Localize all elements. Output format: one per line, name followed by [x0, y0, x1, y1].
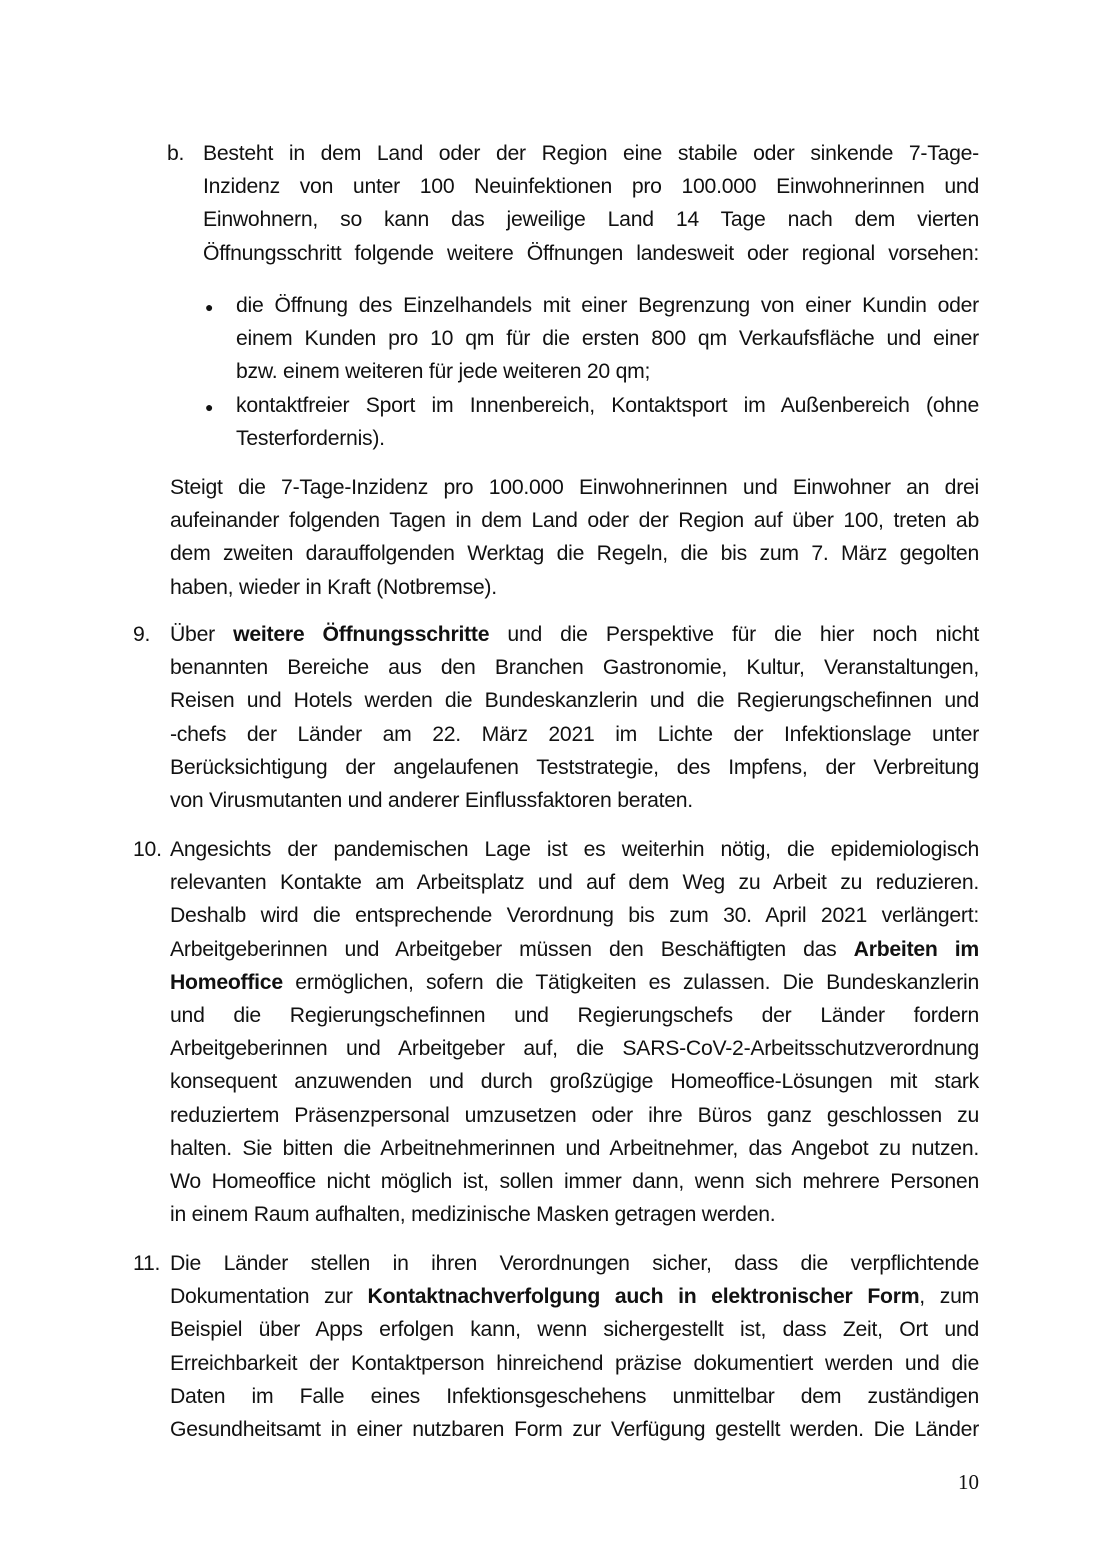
text-line: die Öffnung des Einzelhandels mit einer Begrenzung von einer Kundin oder: [236, 294, 979, 317]
bold-phrase: Kontaktnachverfolgung auch in elektronischer Form: [367, 1285, 920, 1309]
text-line: Die Länder stellen in ihren Verordnungen sicher, dass die verpflichtende: [170, 1252, 979, 1275]
text-line: Testerfordernis).: [236, 427, 385, 451]
text-line: Deshalb wird die entsprechende Verordnung bis zum 30. April 2021 verlängert:: [170, 904, 979, 928]
item-11-paragraph: [170, 1247, 979, 1446]
text-line: Erreichbarkeit der Kontaktperson hinreichend präzise dokumentiert werden und die: [170, 1351, 979, 1375]
list-marker-10: 10.: [133, 838, 162, 861]
text-line: Arbeitgeberinnen und Arbeitgeber auf, die SARS-CoV-2-Arbeitsschutzverordnung: [170, 1037, 979, 1061]
item-10-paragraph: [170, 833, 979, 1231]
text-line: Besteht in dem Land oder der Region eine stabile oder sinkende 7-Tage-: [203, 142, 979, 165]
text-line: dem zweiten darauffolgenden Werktag die Regeln, die bis zum 7. März gegolten: [170, 542, 979, 566]
text-line: von Virusmutanten und anderer Einflussfaktoren beraten.: [170, 788, 693, 812]
text-line: Reisen und Hotels werden die Bundeskanzlerin und die Regierungschefinnen und: [170, 689, 979, 713]
text-line: Beispiel über Apps erfolgen kann, wenn sichergestellt ist, dass Zeit, Ort und: [170, 1318, 979, 1342]
bold-phrase: Arbeiten im: [853, 937, 979, 961]
item-9-paragraph: [170, 618, 979, 817]
text-line: und die Regierungschefinnen und Regierungschefs der Länder fordern: [170, 1003, 979, 1027]
text-line: Berücksichtigung der angelaufenen Teststrategie, des Impfens, der Verbreitung: [170, 755, 979, 779]
item-b-paragraph: [203, 137, 979, 270]
text-line: haben, wieder in Kraft (Notbremse).: [170, 575, 497, 599]
text-line: Öffnungsschritt folgende weitere Öffnungen landesweit oder regional vorsehen:: [203, 241, 979, 265]
notbremse-paragraph: [170, 471, 979, 604]
text-line: Inzidenz von unter 100 Neuinfektionen pro 100.000 Einwohnerinnen und: [203, 175, 979, 199]
text-line: halten. Sie bitten die Arbeitnehmerinnen und Arbeitnehmer, das Angebot zu nutzen.: [170, 1136, 979, 1160]
text-line: benannten Bereiche aus den Branchen Gastronomie, Kultur, Veranstaltungen,: [170, 656, 979, 680]
page-number: 10: [958, 1470, 979, 1494]
text-line: Homeoffice ermöglichen, sofern die Tätigkeiten es zulassen. Die Bundeskanzlerin: [170, 970, 979, 994]
text-line: -chefs der Länder am 22. März 2021 im Lichte der Infektionslage unter: [170, 722, 979, 746]
text-line: Einwohnern, so kann das jeweilige Land 14 Tage nach dem vierten: [203, 208, 979, 232]
list-marker-11: 11.: [133, 1252, 161, 1275]
text-line: aufeinander folgenden Tagen in dem Land oder der Region auf über 100, treten ab: [170, 509, 979, 533]
bold-phrase: weitere Öffnungsschritte: [233, 623, 490, 646]
text-line: konsequent anzuwenden und durch großzügige Homeoffice-Lösungen mit stark: [170, 1070, 979, 1094]
text-line: relevanten Kontakte am Arbeitsplatz und auf dem Weg zu Arbeit zu reduzieren.: [170, 871, 979, 895]
text-line: reduziertem Präsenzpersonal umzusetzen oder ihre Büros ganz geschlossen zu: [170, 1103, 979, 1127]
text-line: in einem Raum aufhalten, medizinische Masken getragen werden.: [170, 1203, 776, 1227]
text-line: Wo Homeoffice nicht möglich ist, sollen immer dann, wenn sich mehrere Personen: [170, 1169, 979, 1193]
list-marker-9: 9.: [133, 623, 151, 646]
text-line: einem Kunden pro 10 qm für die ersten 800 qm Verkaufsfläche und einer: [236, 327, 979, 351]
bold-phrase: Homeoffice: [170, 970, 283, 994]
text-line: Arbeitgeberinnen und Arbeitgeber müssen den Beschäftigten das Arbeiten im: [170, 937, 979, 961]
text-line: Angesichts der pandemischen Lage ist es weiterhin nötig, die epidemiologisch: [170, 838, 979, 861]
list-marker-b: b.: [167, 142, 185, 165]
text-line: bzw. einem weiteren für jede weiteren 20 qm;: [236, 360, 651, 384]
text-line: Steigt die 7-Tage-Inzidenz pro 100.000 Einwohnerinnen und Einwohner an drei: [170, 476, 979, 499]
text-line: Über weitere Öffnungsschritte und die Perspektive für die hier noch nicht: [170, 623, 979, 646]
text-line: Daten im Falle eines Infektionsgeschehens unmittelbar dem zuständigen: [170, 1384, 979, 1408]
text-line: Gesundheitsamt in einer nutzbaren Form zur Verfügung gestellt werden. Die Länder: [170, 1417, 979, 1441]
bullet-item-sport: [236, 389, 979, 455]
text-line: Dokumentation zur Kontaktnachverfolgung auch in elektronischer Form, zum: [170, 1285, 979, 1309]
bullet-item-retail: [236, 289, 979, 389]
bullet-icon: ●: [205, 399, 214, 415]
text-line: kontaktfreier Sport im Innenbereich, Kontaktsport im Außenbereich (ohne: [236, 394, 979, 417]
bullet-icon: ●: [205, 299, 214, 315]
